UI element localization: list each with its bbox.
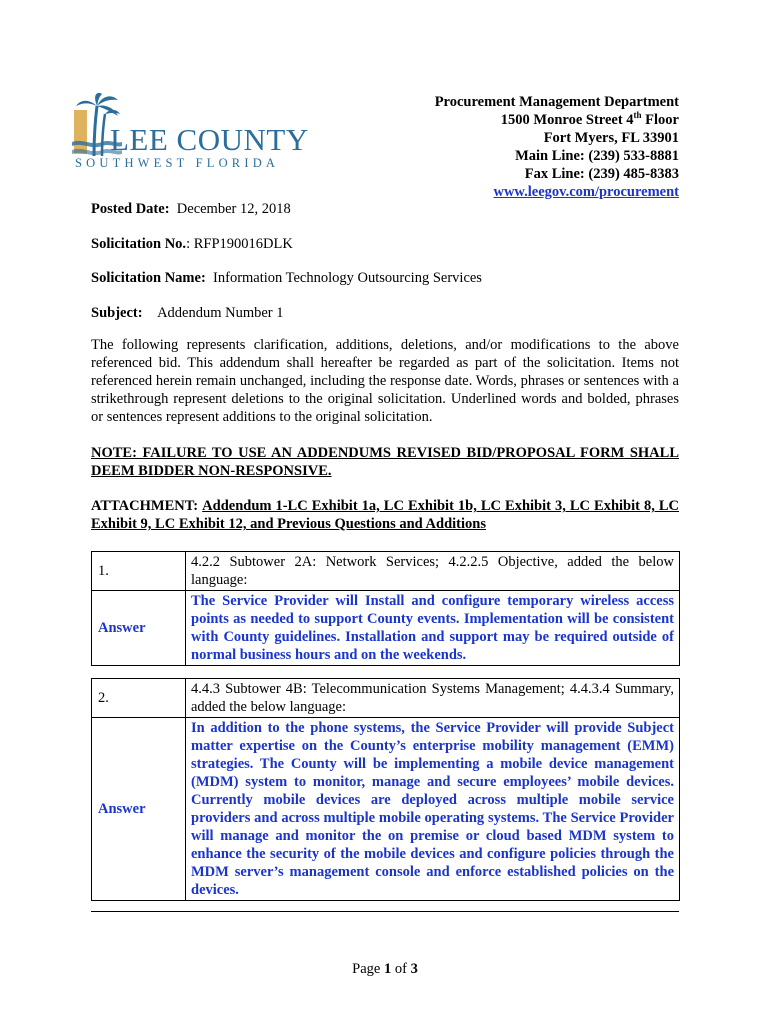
department-address-block [435,93,679,201]
street-address-text: 1500 Monroe Street 4 [500,112,634,128]
item-number: 1. [92,552,186,591]
street-address [435,111,679,129]
department-name: Procurement Management Department [434,94,679,110]
intro-paragraph: The following represents clarification, additions, deletions, and/or modifications to the above referenced bid. This addendum shall hereafter be regarded as part of the solicitation. Items not referenced herein remain unchanged, including the response date. Words, phrases or sentences with a strikethrough represent deletions to the original solicitation. Underlined words and bolded, phrases or sentences represent additions to the original solicitation. [91,337,679,425]
logo-tagline: SOUTHWEST FLORIDA [75,156,280,170]
subject-value: Addendum Number 1 [157,305,284,321]
item-answer: The Service Provider will Install and configure temporary wireless access points as needed to support County events. Implementation will be consistent with County guidelines. Installation and support may be required outside of normal business hours and on the weekends. [186,591,680,666]
subject-line [91,305,284,322]
attachment-list: Addendum 1-LC Exhibit 1a, LC Exhibit 1b, LC Exhibit 3, LC Exhibit 8, LC Exhibit 9, LC Exhibit 12, and Previous Questions and Additions [91,498,680,532]
solicitation-name-value: Information Technology Outsourcing Services [213,270,482,286]
addendum-item-table [91,678,680,901]
answer-label: Answer [92,718,186,901]
posted-date-line [91,201,291,218]
posted-date-value: December 12, 2018 [176,201,291,217]
item-answer: In addition to the phone systems, the Service Provider will provide Subject matter expertise on the County’s enterprise mobility management (EMM) strategies. The County will be implementing a mobile device management (MDM) system to monitor, manage and secure employees’ mobile devices. Currently mobile devices are deployed across multiple mobile service providers and across multiple mobile operating systems. The Service Provider will manage and monitor the on premise or cloud based MDM system to enhance the security of the mobile devices and configure policies through the MDM server’s management console and enforce established policies on the devices. [186,718,680,901]
of-word: of [391,961,411,977]
answer-label: Answer [92,591,186,666]
item-question: 4.4.3 Subtower 4B: Telecommunication Systems Management; 4.4.3.4 Summary, added the below language: [186,679,680,718]
solicitation-number-value: : RFP190016DLK [186,236,293,252]
subject-label: Subject: [91,305,143,321]
page-number [0,961,770,978]
lee-county-logo [72,92,309,172]
fax-line: Fax Line: (239) 485-8383 [524,166,679,182]
solicitation-name-line [91,270,482,287]
item-number: 2. [92,679,186,718]
main-phone: Main Line: (239) 533-8881 [515,148,679,164]
footer-divider [91,911,679,912]
item-question: 4.2.2 Subtower 2A: Network Services; 4.2.2.5 Objective, added the below language: [186,552,680,591]
solicitation-name-label: Solicitation Name: [91,270,206,286]
city-line: Fort Myers, FL 33901 [543,130,679,146]
solicitation-number-label: Solicitation No. [91,236,187,252]
street-address-floor: Floor [641,112,679,128]
nonresponsive-note: NOTE: FAILURE TO USE AN ADDENDUMS REVISED BID/PROPOSAL FORM SHALL DEEM BIDDER NON-RESPONSIVE. [91,445,679,479]
total-pages: 3 [410,961,418,977]
logo-wordmark: LEE COUNTY [110,122,309,157]
addendum-item-table [91,551,680,666]
solicitation-number-line [91,236,293,253]
page-word: Page [352,961,384,977]
street-address-sup: th [633,110,642,121]
procurement-link[interactable]: www.leegov.com/procurement [493,184,679,200]
current-page: 1 [383,961,392,977]
posted-date-label: Posted Date: [91,201,170,217]
attachment-label: ATTACHMENT: [91,498,199,514]
attachment-line [91,497,679,533]
